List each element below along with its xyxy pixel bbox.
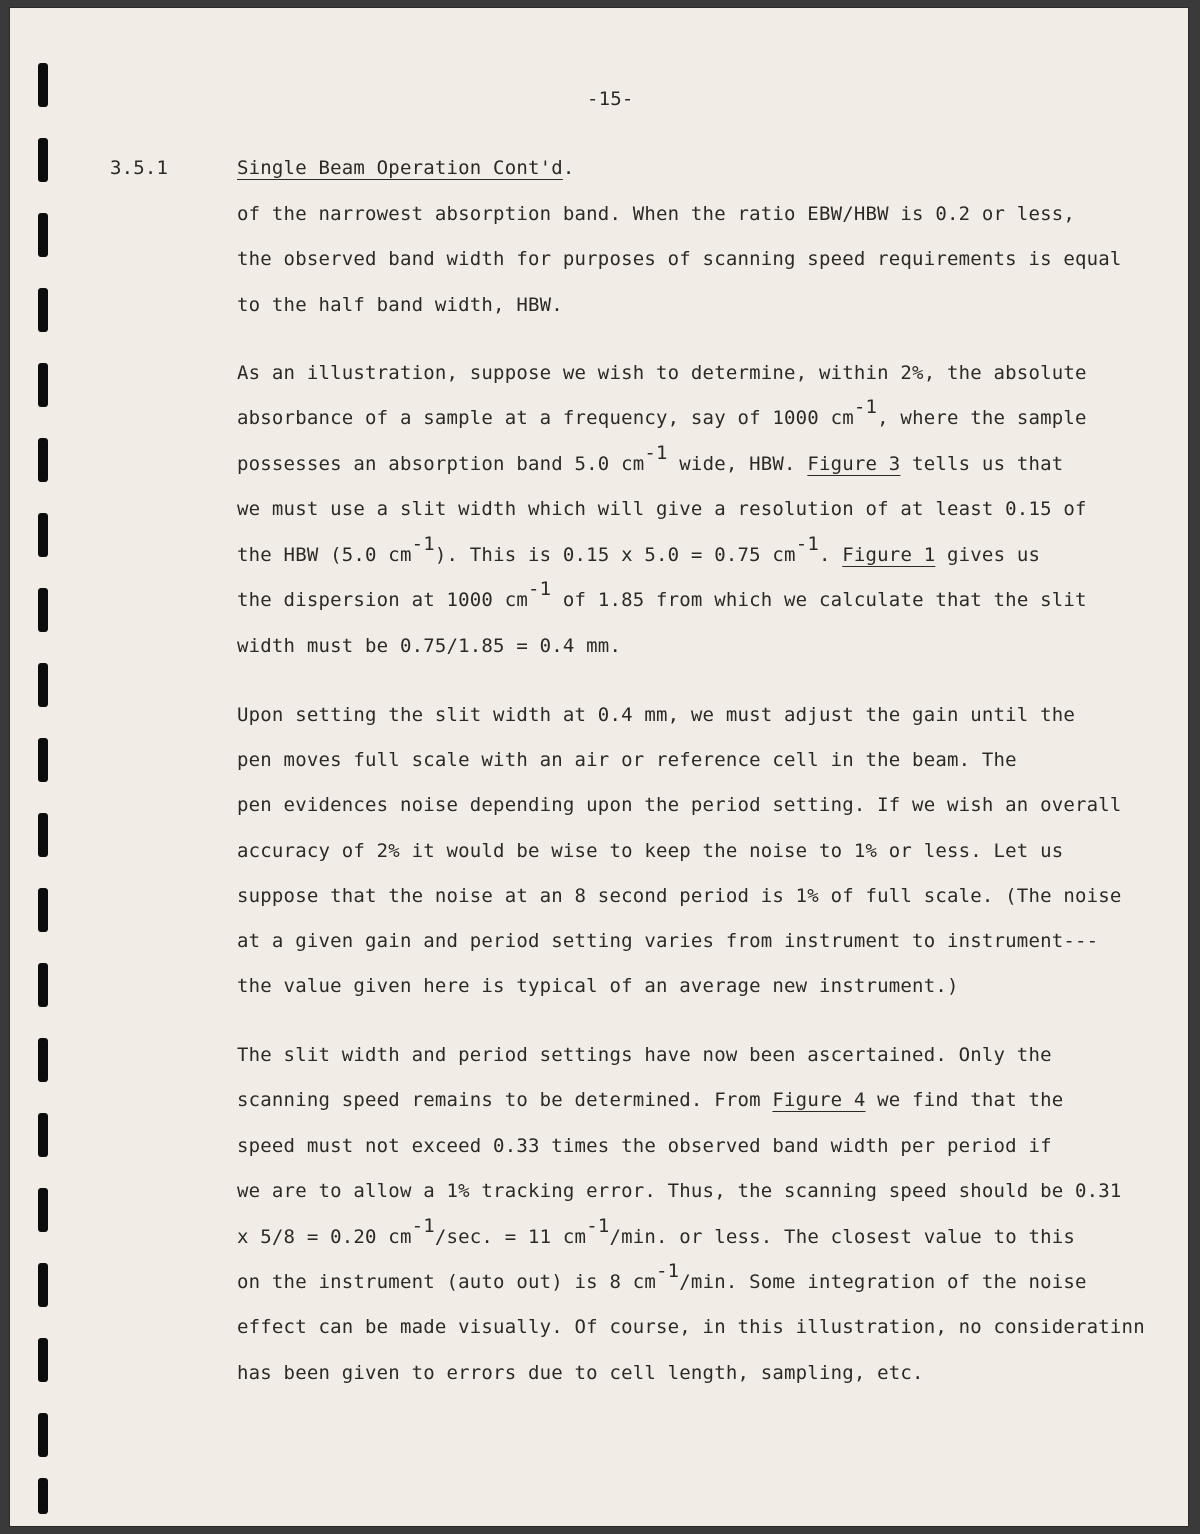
- text-line: pen moves full scale with an air or reference cell in the beam. The: [237, 749, 1017, 771]
- text-line: [237, 1215, 1076, 1248]
- document-page: [10, 8, 1188, 1526]
- document-text: [10, 8, 1188, 1526]
- superscript: -1: [411, 1215, 435, 1237]
- text-line: speed must not exceed 0.33 times the observed band width per period if: [237, 1135, 1052, 1157]
- text-line: effect can be made visually. Of course, in this illustration, no consideratinn: [237, 1316, 1145, 1338]
- superscript: -1: [644, 442, 668, 464]
- text-segment: tells us that: [900, 453, 1064, 475]
- text-line: we must use a slit width which will give a resolution of at least 0.15 of: [237, 498, 1087, 520]
- text-segment: possesses an absorption band 5.0 cm: [237, 453, 645, 475]
- text-segment: /min. or less. The closest value to this: [609, 1226, 1076, 1248]
- superscript: -1: [656, 1260, 680, 1282]
- text-line: at a given gain and period setting varies from instrument to instrument---: [237, 930, 1099, 952]
- text-line: has been given to errors due to cell length, sampling, etc.: [237, 1362, 924, 1384]
- text-line: pen evidences noise depending upon the period setting. If we wish an overall: [237, 794, 1122, 816]
- page-number: -15-: [587, 88, 634, 110]
- section-heading: [237, 157, 575, 179]
- text-segment: /sec. = 11 cm: [434, 1226, 587, 1248]
- text-line: we are to allow a 1% tracking error. Thus, the scanning speed should be 0.31: [237, 1180, 1122, 1202]
- text-segment: absorbance of a sample at a frequency, say of 1000 cm: [237, 407, 854, 429]
- text-line: the observed band width for purposes of scanning speed requirements is equal: [237, 248, 1122, 270]
- text-segment: we find that the: [865, 1089, 1064, 1111]
- text-segment: gives us: [935, 544, 1041, 566]
- superscript: -1: [795, 533, 819, 555]
- superscript: -1: [586, 1215, 610, 1237]
- figure-reference-link[interactable]: Figure 3: [807, 453, 901, 475]
- text-segment: x 5/8 = 0.20 cm: [237, 1226, 412, 1248]
- text-segment: scanning speed remains to be determined. From: [237, 1089, 773, 1111]
- superscript: -1: [853, 396, 878, 418]
- text-line: [237, 578, 1087, 611]
- section-number: 3.5.1: [110, 157, 169, 179]
- superscript: -1: [411, 533, 435, 555]
- text-line: accuracy of 2% it would be wise to keep the noise to 1% or less. Let us: [237, 840, 1064, 862]
- text-segment: ). This is 0.15 x 5.0 = 0.75 cm: [434, 544, 796, 566]
- text-segment: on the instrument (auto out) is 8 cm: [237, 1271, 657, 1293]
- text-line: [237, 1089, 1063, 1111]
- text-segment: the HBW (5.0 cm: [237, 544, 412, 566]
- text-line: [237, 533, 1041, 566]
- text-line: width must be 0.75/1.85 = 0.4 mm.: [237, 635, 622, 657]
- text-line: As an illustration, suppose we wish to determine, within 2%, the absolute: [237, 362, 1087, 384]
- text-line: [237, 1260, 1087, 1293]
- text-line: suppose that the noise at an 8 second period is 1% of full scale. (The noise: [237, 885, 1122, 907]
- figure-reference-link[interactable]: Figure 1: [842, 544, 936, 566]
- text-line: The slit width and period settings have now been ascertained. Only the: [237, 1044, 1052, 1066]
- text-segment: , where the sample: [877, 407, 1087, 429]
- text-segment: /min. Some integration of the noise: [679, 1271, 1087, 1293]
- text-segment: of 1.85 from which we calculate that the slit: [551, 589, 1087, 611]
- text-segment: wide, HBW.: [667, 453, 808, 475]
- text-line: [237, 442, 1064, 475]
- superscript: -1: [527, 578, 552, 600]
- text-line: [237, 396, 1087, 429]
- text-line: of the narrowest absorption band. When the ratio EBW/HBW is 0.2 or less,: [237, 203, 1076, 225]
- figure-reference-link[interactable]: Figure 4: [772, 1089, 866, 1111]
- section-title-suffix: .: [562, 157, 575, 179]
- text-segment: .: [818, 544, 843, 566]
- text-segment: the dispersion at 1000 cm: [237, 589, 528, 611]
- text-line: the value given here is typical of an average new instrument.): [237, 975, 959, 997]
- section-title: Single Beam Operation Cont'd: [237, 157, 563, 179]
- text-line: to the half band width, HBW.: [237, 294, 563, 316]
- text-line: Upon setting the slit width at 0.4 mm, we must adjust the gain until the: [237, 704, 1076, 726]
